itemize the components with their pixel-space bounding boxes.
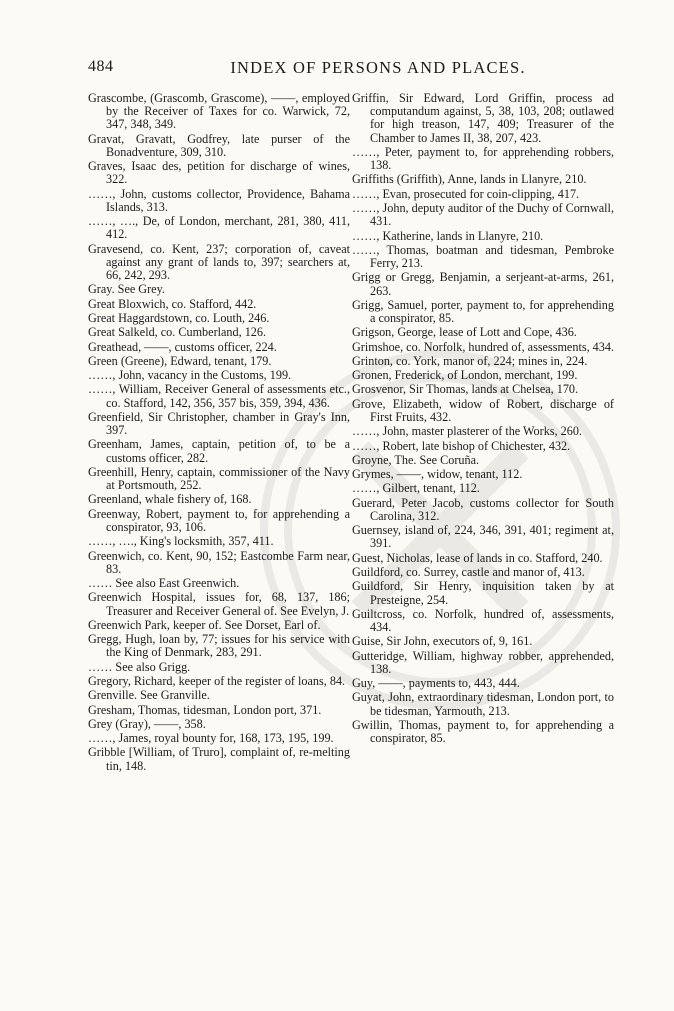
index-entry: Guernsey, island of, 224, 346, 391, 401; regiment at, 391. [352, 523, 614, 551]
index-entry: Gravesend, co. Kent, 237; corporation of, caveat against any grant of lands to, 397; searchers at, 66, 242, 293. [88, 241, 350, 283]
index-entry: Guest, Nicholas, lease of lands in co. Stafford, 240. [352, 550, 603, 565]
index-entry: Grigg or Gregg, Benjamin, a serjeant-at-arms, 261, 263. [352, 270, 614, 298]
index-entry: Groyne, The. See Coruña. [352, 452, 480, 467]
index-entry: Grigg, Samuel, porter, payment to, for apprehending a conspirator, 85. [352, 297, 614, 325]
index-entry: Gwillin, Thomas, payment to, for apprehending a conspirator, 85. [352, 717, 614, 746]
index-entry: Greathead, ——, customs officer, 224. [88, 339, 277, 354]
index-entry: ……, John, master plasterer of the Works, 260. [352, 424, 582, 439]
index-entry: ……, Thomas, boatman and tidesman, Pembroke Ferry, 213. [352, 242, 614, 270]
index-entry: ……, …., De, of London, merchant, 281, 380, 411, 412. [88, 214, 350, 242]
index-entry: Guy, ——, payments to, 443, 444. [352, 676, 520, 691]
index-entry: Gregg, Hugh, loan by, 77; issues for his service with the King of Denmark, 283, 291. [88, 632, 350, 660]
index-entry: Grosvenor, Sir Thomas, lands at Chelsea, 170. [352, 382, 579, 397]
index-entry: Gresham, Thomas, tidesman, London port, 371. [88, 702, 322, 717]
index-entry: Graves, Isaac des, petition for discharge of wines, 322. [88, 159, 350, 187]
running-title: INDEX OF PERSONS AND PLACES. [230, 58, 526, 77]
index-entry: Gronen, Frederick, of London, merchant, 199. [352, 368, 578, 383]
index-column-left [88, 92, 350, 774]
index-entry: Greenfield, Sir Christopher, chamber in Gray's Inn, 397. [88, 409, 350, 438]
index-entry: ……, …., King's locksmith, 357, 411. [88, 534, 274, 549]
index-entry: ……, William, Receiver General of assessments etc., co. Stafford, 142, 356, 357 bis, 359, 394, 436. [88, 382, 350, 410]
page-number: 484 [88, 58, 114, 75]
page-header [88, 58, 628, 82]
index-entry: Grascombe, (Grascomb, Grascome), ——, employed by the Receiver of Taxes for co. Warwick, 72, 347, 348, 349. [88, 91, 350, 132]
index-entry: Greenwich Hospital, issues for, 68, 137, 186; Treasurer and Receiver General of. See Evelyn, J. [88, 590, 350, 618]
index-entry: ……, John, customs collector, Providence, Bahama Islands, 313. [88, 186, 350, 214]
index-entry: Griffiths (Griffith), Anne, lands in Llanyre, 210. [352, 172, 587, 187]
index-entry: ……, Peter, payment to, for apprehending robbers, 138. [352, 144, 614, 173]
index-entry: Guildford, Sir Henry, inquisition taken by at Presteigne, 254. [352, 579, 614, 607]
index-entry: Gribble [William, of Truro], complaint of, re-melting tin, 148. [88, 745, 350, 773]
index-entry: …… See also East Greenwich. [88, 576, 240, 591]
index-column-right [352, 92, 614, 746]
index-entry: Gravat, Gravatt, Godfrey, late purser of the Bonadventure, 309, 310. [88, 131, 350, 159]
index-entry: Gregory, Richard, keeper of the register of loans, 84. [88, 673, 346, 688]
index-entry: Green (Greene), Edward, tenant, 179. [88, 353, 272, 368]
index-entry: Guyat, John, extraordinary tidesman, London port, to be tidesman, Yarmouth, 213. [352, 690, 614, 718]
index-entry: ……, Gilbert, tenant, 112. [352, 481, 480, 496]
index-entry: Gray. See Grey. [88, 282, 165, 297]
index-entry: ……, Katherine, lands in Llanyre, 210. [352, 228, 544, 243]
index-entry: Griffin, Sir Edward, Lord Griffin, process ad computandum against, 5, 38, 103, 208; outlawed for high treason, 147, 409; Treasurer of the Chamber to James II, 38, 207, 423. [352, 91, 614, 145]
index-entry: ……, John, deputy auditor of the Duchy of Cornwall, 431. [352, 201, 614, 229]
index-entry: Grymes, ——, widow, tenant, 112. [352, 467, 523, 482]
index-entry: Greenland, whale fishery of, 168. [88, 492, 252, 507]
index-entry: Greenhill, Henry, captain, commissioner of the Navy at Portsmouth, 252. [88, 464, 350, 493]
index-entry: Greenway, Robert, payment to, for apprehending a conspirator, 93, 106. [88, 506, 350, 534]
index-entry: …… See also Grigg. [88, 659, 191, 674]
index-entry: Guerard, Peter Jacob, customs collector for South Carolina, 312. [352, 495, 614, 523]
index-entry: ……, John, vacancy in the Customs, 199. [88, 368, 292, 383]
index-entry: Greenwich, co. Kent, 90, 152; Eastcombe Farm near, 83. [88, 548, 350, 576]
index-entry: Grinton, co. York, manor of, 224; mines in, 224. [352, 353, 588, 368]
index-entry: Great Haggardstown, co. Louth, 246. [88, 311, 270, 325]
index-entry: ……, James, royal bounty for, 168, 173, 195, 199. [88, 731, 334, 746]
index-entry: Grenville. See Granville. [88, 688, 210, 703]
index-entry: Grove, Elizabeth, widow of Robert, discharge of First Fruits, 432. [352, 396, 614, 424]
index-entry: Guise, Sir John, executors of, 9, 161. [352, 634, 533, 649]
index-entry: Greenwich Park, keeper of. See Dorset, Earl of. [88, 617, 321, 632]
index-entry: Greenham, James, captain, petition of, to be a customs officer, 282. [88, 437, 350, 465]
index-entry: Great Bloxwich, co. Stafford, 442. [88, 296, 257, 311]
index-entry: Grimshoe, co. Norfolk, hundred of, assessments, 434. [352, 339, 614, 354]
index-entry: ……, Robert, late bishop of Chichester, 432. [352, 438, 571, 453]
index-entry: ……, Evan, prosecuted for coin-clipping, 417. [352, 186, 580, 201]
index-entry: Grey (Gray), ——, 358. [88, 716, 206, 731]
index-entry: Guildford, co. Surrey, castle and manor of, 413. [352, 565, 585, 580]
index-entry: Grigson, George, lease of Lott and Cope, 436. [352, 325, 577, 340]
index-entry: Great Salkeld, co. Cumberland, 126. [88, 325, 267, 340]
index-entry: Guiltcross, co. Norfolk, hundred of, assessments, 434. [352, 606, 614, 635]
index-entry: Gutteridge, William, highway robber, apprehended, 138. [352, 648, 614, 676]
